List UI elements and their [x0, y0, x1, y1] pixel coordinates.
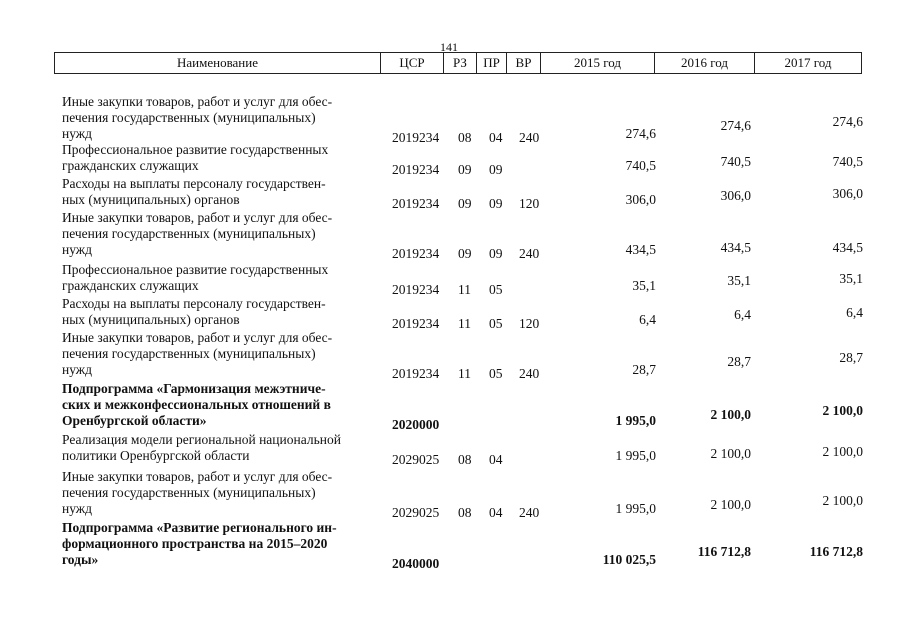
- row-name: Расходы на выплаты персоналу государствен- ных (муниципальных) органов: [62, 296, 326, 327]
- row-vr: 120: [519, 196, 540, 211]
- row-name: Расходы на выплаты персоналу государствен- ных (муниципальных) органов: [62, 176, 326, 207]
- row-value-2016: 2 100,0: [710, 446, 751, 461]
- row-value-2015: 35,1: [632, 278, 656, 293]
- row-pr: 05: [489, 316, 503, 331]
- row-csr: 2029025: [392, 505, 440, 520]
- row-vr: 120: [519, 316, 540, 331]
- row-value-2017: 116 712,8: [809, 544, 863, 559]
- table-header: [54, 52, 862, 74]
- row-value-2015: 274,6: [625, 126, 656, 141]
- row-csr: 2019234: [392, 196, 440, 211]
- row-value-2017: 2 100,0: [822, 444, 863, 459]
- row-value-2015: 28,7: [632, 362, 656, 377]
- row-value-2016: 434,5: [720, 240, 751, 255]
- row-value-2016: 35,1: [727, 273, 751, 288]
- row-vr: 240: [519, 246, 540, 261]
- row-rz: 09: [458, 196, 472, 211]
- header-pr: ПР: [477, 53, 507, 73]
- row-csr: 2019234: [392, 366, 440, 381]
- row-value-2017: 274,6: [832, 114, 863, 129]
- row-csr: 2029025: [392, 452, 440, 467]
- row-csr: 2019234: [392, 162, 440, 177]
- row-value-2015: 110 025,5: [602, 552, 656, 567]
- row-value-2015: 1 995,0: [615, 413, 656, 428]
- row-pr: 09: [489, 246, 503, 261]
- row-name: Иные закупки товаров, работ и услуг для обес- печения государственных (муниципальных) нужд: [62, 330, 333, 377]
- header-vr: ВР: [507, 53, 541, 73]
- row-value-2016: 274,6: [720, 118, 751, 133]
- row-value-2015: 1 995,0: [615, 448, 656, 463]
- row-name: Профессиональное развитие государственных гражданских служащих: [62, 142, 329, 173]
- row-pr: 05: [489, 282, 503, 297]
- header-csr: ЦСР: [381, 53, 444, 73]
- row-pr: 04: [489, 452, 503, 467]
- row-value-2015: 306,0: [625, 192, 656, 207]
- row-pr: 09: [489, 162, 503, 177]
- row-csr: 2019234: [392, 282, 440, 297]
- row-value-2015: 6,4: [639, 312, 656, 327]
- header-2016: 2016 год: [655, 53, 755, 73]
- row-csr: 2040000: [392, 556, 440, 571]
- row-value-2017: 434,5: [832, 240, 863, 255]
- row-value-2015: 1 995,0: [615, 501, 656, 516]
- row-value-2015: 434,5: [625, 242, 656, 257]
- row-csr: 2019234: [392, 246, 440, 261]
- row-name: Подпрограмма «Развитие регионального ин- формационного пространства на 2015–2020 годы»: [62, 520, 337, 567]
- row-value-2017: 306,0: [832, 186, 863, 201]
- row-value-2016: 116 712,8: [697, 544, 751, 559]
- row-csr: 2019234: [392, 316, 440, 331]
- row-vr: 240: [519, 366, 540, 381]
- row-value-2017: 6,4: [846, 305, 863, 320]
- row-value-2016: 306,0: [720, 188, 751, 203]
- row-value-2017: 35,1: [839, 271, 863, 286]
- row-value-2016: 28,7: [727, 354, 751, 369]
- row-name: Иные закупки товаров, работ и услуг для обес- печения государственных (муниципальных) нужд: [62, 94, 333, 141]
- row-value-2016: 6,4: [734, 307, 751, 322]
- row-csr: 2019234: [392, 130, 440, 145]
- row-vr: 240: [519, 130, 540, 145]
- row-name: Реализация модели региональной национальной политики Оренбургской области: [62, 432, 341, 463]
- row-rz: 08: [458, 505, 472, 520]
- row-name: Подпрограмма «Гармонизация межэтниче- ских и межконфессиональных отношений в Оренбургской области»: [62, 381, 331, 428]
- header-2017: 2017 год: [784, 55, 832, 70]
- page-number: 141: [440, 40, 458, 54]
- row-rz: 11: [458, 366, 471, 381]
- row-rz: 11: [458, 316, 471, 331]
- row-pr: 04: [489, 505, 503, 520]
- row-value-2017: 28,7: [839, 350, 863, 365]
- row-pr: 04: [489, 130, 503, 145]
- row-value-2017: 740,5: [832, 154, 863, 169]
- header-name: Наименование: [55, 53, 381, 73]
- row-rz: 08: [458, 452, 472, 467]
- row-value-2016: 740,5: [720, 154, 751, 169]
- row-value-2015: 740,5: [625, 158, 656, 173]
- row-vr: 240: [519, 505, 540, 520]
- row-value-2017: 2 100,0: [822, 493, 863, 508]
- row-value-2016: 2 100,0: [710, 407, 751, 422]
- row-name: Иные закупки товаров, работ и услуг для обес- печения государственных (муниципальных) нужд: [62, 210, 333, 257]
- row-pr: 05: [489, 366, 503, 381]
- row-name: Профессиональное развитие государственных гражданских служащих: [62, 262, 329, 293]
- row-csr: 2020000: [392, 417, 440, 432]
- row-value-2017: 2 100,0: [822, 403, 863, 418]
- row-rz: 08: [458, 130, 472, 145]
- row-value-2016: 2 100,0: [710, 497, 751, 512]
- row-rz: 09: [458, 162, 472, 177]
- row-rz: 09: [458, 246, 472, 261]
- row-rz: 11: [458, 282, 471, 297]
- row-name: Иные закупки товаров, работ и услуг для обес- печения государственных (муниципальных) нужд: [62, 469, 333, 516]
- header-rz: РЗ: [444, 53, 477, 73]
- header-2015: 2015 год: [541, 53, 655, 73]
- row-pr: 09: [489, 196, 503, 211]
